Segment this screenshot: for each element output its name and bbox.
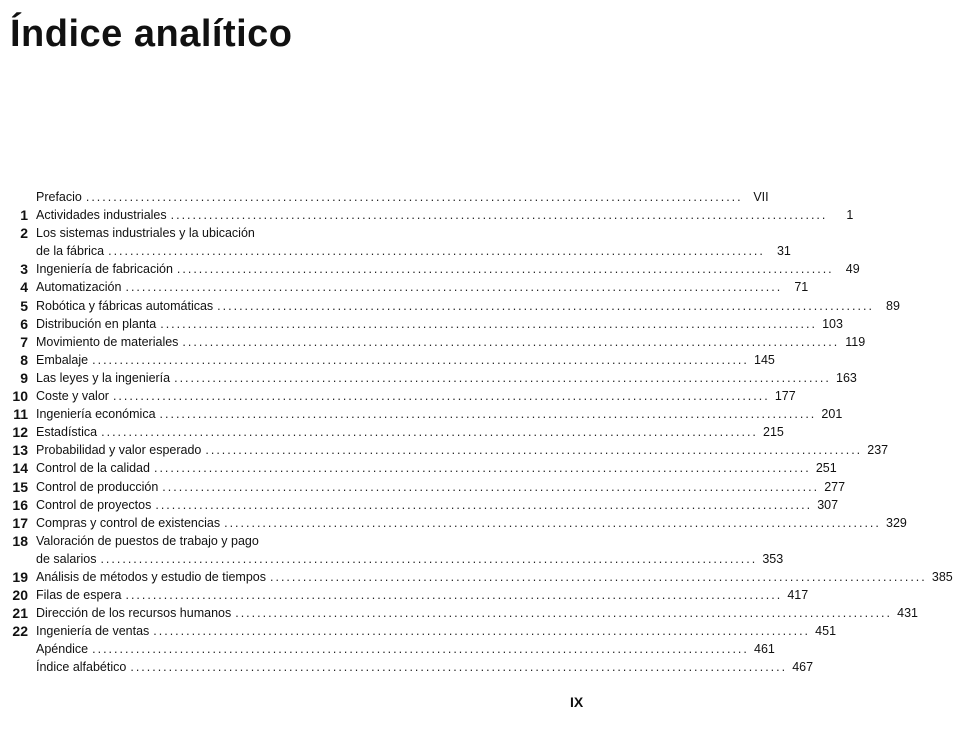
toc-entry — [8, 640, 775, 658]
page-ref: 119 — [845, 334, 866, 349]
toc-entry — [8, 315, 843, 333]
page-ref: 103 — [822, 316, 843, 331]
page-ref: 237 — [867, 443, 889, 458]
dot-leader: ........................................................................................................................ — [170, 208, 828, 223]
page-ref: 307 — [817, 497, 839, 512]
dot-leader: ........................................................................................................................ — [160, 316, 817, 331]
toc-entry — [8, 297, 900, 315]
dot-leader: ........................................................................................................................ — [108, 244, 765, 259]
toc-entry — [8, 242, 791, 260]
page-title: Índice analítico — [10, 13, 293, 55]
toc-entry — [8, 206, 854, 224]
page-ref: 89 — [886, 298, 900, 313]
dot-leader: ........................................................................................................................ — [159, 407, 817, 422]
chapter-title: de salarios — [36, 551, 97, 566]
page-ref: 1 — [846, 208, 854, 223]
chapter-number: 1 — [20, 207, 28, 224]
page-ref: 431 — [897, 606, 918, 621]
dot-leader: ........................................................................................................................ — [92, 352, 749, 367]
chapter-title: Control de proyectos — [36, 497, 152, 512]
toc-entry — [8, 351, 775, 369]
chapter-title: Ingeniería de ventas — [36, 624, 150, 639]
dot-leader: ........................................................................................................................ — [217, 298, 874, 313]
chapter-title: de la fábrica — [36, 244, 105, 259]
chapter-number: 8 — [20, 351, 28, 368]
chapter-number: 13 — [12, 442, 28, 459]
chapter-number: 20 — [12, 587, 28, 604]
dot-leader: ........................................................................................................................ — [125, 280, 783, 295]
toc-entry — [8, 658, 814, 676]
page-ref: 417 — [787, 588, 809, 603]
page-ref: 461 — [754, 642, 775, 657]
dot-leader: ........................................................................................................................ — [101, 425, 758, 440]
toc-entry — [8, 532, 360, 550]
dot-leader: ........................................................................................................................ — [125, 588, 783, 603]
toc-entry — [8, 405, 843, 423]
toc-entry — [8, 423, 784, 441]
chapter-number: 11 — [13, 406, 28, 423]
page-ref: 177 — [774, 389, 796, 404]
page-ref: 385 — [931, 569, 953, 584]
page-ref: 215 — [763, 425, 784, 440]
chapter-title: Probabilidad y valor esperado — [36, 443, 202, 458]
chapter-title: Compras y control de existencias — [36, 515, 221, 530]
page-ref: 201 — [821, 407, 843, 422]
chapter-number: 3 — [20, 261, 28, 278]
chapter-title: Estadística — [36, 425, 98, 440]
table-of-contents — [8, 188, 953, 677]
dot-leader: ........................................................................................................................ — [153, 461, 811, 476]
page-ref: VII — [753, 190, 769, 204]
page-ref: 163 — [836, 370, 857, 385]
page-ref: 353 — [762, 551, 784, 566]
page-ref: 467 — [792, 660, 814, 675]
toc-entry — [8, 188, 769, 206]
dot-leader: ........................................................................................................................ — [112, 389, 770, 404]
toc-entry — [8, 459, 837, 477]
chapter-title: Dirección de los recursos humanos — [36, 606, 232, 621]
dot-leader: ........................................................................................................................ — [176, 262, 834, 277]
chapter-number: 12 — [12, 424, 28, 441]
page-ref: 329 — [886, 515, 907, 530]
dot-leader: ........................................................................................................................ — [205, 443, 863, 458]
dot-leader: ........................................................................................................................ — [182, 334, 840, 349]
dot-leader: ........................................................................................................................ — [224, 515, 881, 530]
chapter-number: 4 — [20, 279, 28, 296]
page-number: IX — [570, 694, 584, 710]
toc-entry — [8, 260, 860, 278]
chapter-title: Actividades industriales — [36, 208, 167, 223]
chapter-title: Ingeniería económica — [36, 407, 156, 422]
chapter-title: Control de producción — [36, 479, 159, 494]
chapter-number: 5 — [20, 297, 28, 314]
chapter-title: Índice alfabético — [36, 660, 127, 675]
chapter-title: Apéndice — [36, 642, 89, 657]
chapter-number: 14 — [12, 460, 28, 477]
toc-entry — [8, 369, 857, 387]
page-ref: 277 — [824, 479, 846, 494]
chapter-number: 9 — [20, 369, 28, 386]
toc-entry — [8, 224, 360, 242]
chapter-title: Prefacio — [36, 190, 82, 204]
dot-leader: ........................................................................................................................ — [153, 624, 811, 639]
dot-leader: ........................................................................................................................ — [130, 660, 788, 675]
chapter-title: Robótica y fábricas automáticas — [36, 298, 214, 313]
toc-entry — [8, 387, 796, 405]
chapter-number: 6 — [20, 315, 28, 332]
dot-leader: ........................................................................................................................ — [100, 551, 758, 566]
chapter-title: Embalaje — [36, 352, 89, 367]
page-ref: 71 — [794, 280, 809, 295]
chapter-title: Movimiento de materiales — [36, 334, 179, 349]
toc-entry — [8, 278, 809, 296]
toc-entry — [8, 568, 953, 586]
chapter-number: 7 — [20, 333, 28, 350]
dot-leader: ........................................................................................................................ — [85, 190, 743, 204]
toc-entry — [8, 604, 918, 622]
chapter-number: 19 — [12, 568, 28, 585]
chapter-number: 22 — [12, 623, 28, 640]
chapter-title: Las leyes y la ingeniería — [36, 370, 171, 385]
dot-leader: ........................................................................................................................ — [162, 479, 820, 494]
toc-entry — [8, 514, 907, 532]
dot-leader: ........................................................................................................................ — [155, 497, 813, 512]
toc-entry — [8, 478, 846, 496]
chapter-title: Ingeniería de fabricación — [36, 262, 173, 277]
chapter-title: Coste y valor — [36, 389, 109, 404]
page-ref: 145 — [754, 352, 775, 367]
page-ref: 251 — [815, 461, 837, 476]
chapter-title: Los sistemas industriales y la ubicación — [36, 226, 255, 241]
dot-leader: ........................................................................................................................ — [92, 642, 749, 657]
chapter-title: Filas de espera — [36, 588, 122, 603]
toc-entry — [8, 496, 839, 514]
toc-entry — [8, 550, 784, 568]
toc-entry — [8, 622, 837, 640]
chapter-number: 16 — [12, 496, 28, 513]
toc-entry — [8, 441, 889, 459]
chapter-title: Automatización — [36, 280, 122, 295]
chapter-title: Análisis de métodos y estudio de tiempos — [36, 569, 266, 584]
chapter-number: 17 — [12, 514, 28, 531]
page-ref: 49 — [845, 262, 860, 277]
toc-entry — [8, 586, 809, 604]
chapter-number: 21 — [12, 605, 28, 622]
chapter-number: 10 — [12, 388, 28, 405]
chapter-number: 2 — [20, 225, 28, 242]
toc-entry — [8, 333, 866, 351]
dot-leader: ........................................................................................................................ — [270, 569, 927, 584]
page-ref: 31 — [776, 244, 791, 259]
chapter-title: Valoración de puestos de trabajo y pago — [36, 533, 259, 548]
chapter-number: 15 — [12, 478, 28, 495]
dot-leader: ........................................................................................................................ — [174, 370, 831, 385]
chapter-title: Distribución en planta — [36, 316, 157, 331]
chapter-number: 18 — [12, 532, 28, 549]
page-ref: 451 — [815, 624, 837, 639]
chapter-title: Control de la calidad — [36, 461, 150, 476]
dot-leader: ........................................................................................................................ — [235, 606, 892, 621]
